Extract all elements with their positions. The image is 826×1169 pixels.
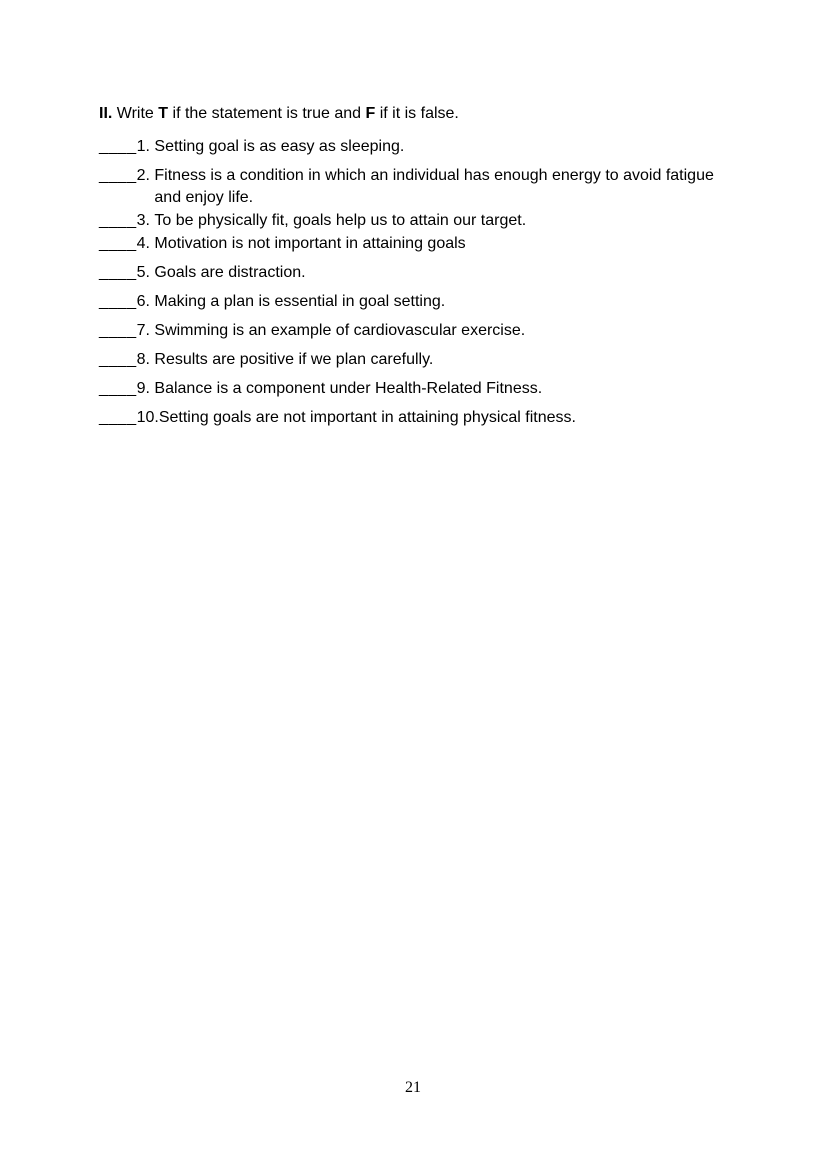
answer-blank: ____ [99, 235, 137, 252]
tf-item-5 [99, 262, 719, 284]
item-number: 1. [136, 138, 155, 155]
item-text: Results are positive if we plan carefully. [154, 351, 434, 368]
tf-item-10 [99, 407, 719, 429]
answer-blank: ____ [99, 409, 137, 426]
false-letter: F [365, 105, 376, 122]
item-text: To be physically fit, goals help us to attain our target. [154, 212, 527, 229]
tf-item-4 [99, 233, 719, 255]
item-number: 4. [136, 235, 155, 252]
section-label: II. [99, 105, 113, 122]
item-number: 9. [136, 380, 155, 397]
item-number: 10. [136, 409, 159, 426]
true-letter: T [158, 105, 169, 122]
item-text: Fitness is a condition in which an individual has enough energy to avoid fatigue and enjoy life. [154, 167, 714, 206]
item-text: Making a plan is essential in goal setting. [154, 293, 446, 310]
item-text: Motivation is not important in attaining goals [154, 235, 466, 252]
answer-blank: ____ [99, 380, 137, 397]
item-text: Swimming is an example of cardiovascular exercise. [154, 322, 526, 339]
answer-blank: ____ [99, 293, 137, 310]
item-number: 5. [136, 264, 155, 281]
instructions-text-1: Write [112, 105, 159, 122]
section-instructions [99, 103, 719, 125]
tf-item-2 [99, 165, 719, 209]
page-number: 21 [405, 1079, 421, 1096]
tf-item-1 [99, 136, 719, 158]
answer-blank: ____ [99, 138, 137, 155]
tf-item-7 [99, 320, 719, 342]
tf-item-3 [99, 210, 719, 232]
quiz-section [99, 103, 719, 436]
tf-item-8 [99, 349, 719, 371]
item-number: 2. [136, 167, 155, 184]
instructions-text-3: if it is false. [375, 105, 459, 122]
answer-blank: ____ [99, 167, 137, 184]
answer-blank: ____ [99, 351, 137, 368]
tf-item-9 [99, 378, 719, 400]
item-number: 6. [136, 293, 155, 310]
answer-blank: ____ [99, 264, 137, 281]
item-number: 8. [136, 351, 155, 368]
answer-blank: ____ [99, 212, 137, 229]
answer-blank: ____ [99, 322, 137, 339]
tf-item-6 [99, 291, 719, 313]
instructions-text-2: if the statement is true and [168, 105, 366, 122]
item-number: 7. [136, 322, 155, 339]
item-text: Balance is a component under Health-Related Fitness. [154, 380, 543, 397]
item-text: Goals are distraction. [154, 264, 306, 281]
item-text: Setting goals are not important in attaining physical fitness. [158, 409, 576, 426]
item-number: 3. [136, 212, 155, 229]
item-text: Setting goal is as easy as sleeping. [154, 138, 405, 155]
